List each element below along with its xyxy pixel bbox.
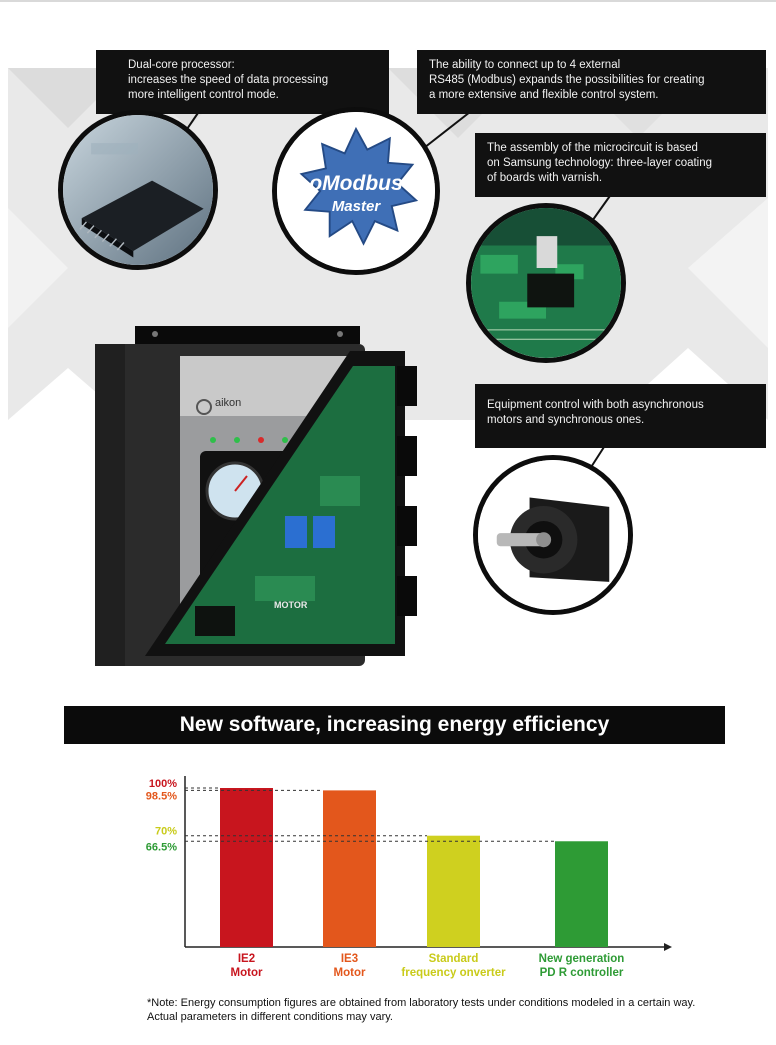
category-label: New generation xyxy=(538,953,625,965)
category-label: IE2 xyxy=(237,953,256,965)
callout-motors: Equipment control with both asynchronous motors and synchronous ones. xyxy=(475,384,766,448)
bar xyxy=(323,790,376,947)
category-label: frequency onverter xyxy=(401,967,506,979)
circuit-board-image xyxy=(466,203,626,363)
bar xyxy=(555,841,608,947)
badge-line-2: Master xyxy=(331,198,381,215)
footnote: *Note: Energy consumption figures are obtained from laboratory tests under conditions modeled in a certain way. Actual parameters in different conditions may vary. xyxy=(147,997,696,1023)
callout-modbus: The ability to connect up to 4 external RS485 (Modbus) expands the possibilities for creating a more extensive and flexible control system. xyxy=(417,50,766,114)
callout-processor: Dual-core processor: increases the speed of data processing more intelligent control mode. xyxy=(96,50,389,114)
device-brand: aikon xyxy=(215,397,242,409)
processor-image xyxy=(58,110,218,270)
top-divider xyxy=(0,0,776,2)
reference-label: 100% xyxy=(148,778,177,790)
callout-samsung: The assembly of the microcircuit is based on Samsung technology: three-layer coating of boards with varnish. xyxy=(475,133,766,197)
category-label: Motor xyxy=(230,967,263,979)
energy-efficiency-chart xyxy=(120,770,680,990)
bar xyxy=(220,788,273,947)
bar xyxy=(427,836,480,947)
category-label: Motor xyxy=(333,967,366,979)
device-board-label: MOTOR xyxy=(274,600,308,610)
category-label: Standard xyxy=(428,953,479,965)
controller-device-image xyxy=(95,326,420,676)
modbus-badge-image xyxy=(272,107,440,275)
reference-label: 70% xyxy=(154,825,177,838)
reference-label: 66.5% xyxy=(145,841,177,854)
x-axis-arrow xyxy=(664,943,672,951)
badge-line-1: oModbus xyxy=(309,172,403,195)
section-title: New software, increasing energy efficiency xyxy=(64,706,725,744)
servo-motor-image xyxy=(473,455,633,615)
category-label: PD R controller xyxy=(539,967,624,979)
category-label: IE3 xyxy=(340,953,359,965)
reference-label: 98.5% xyxy=(145,790,177,803)
